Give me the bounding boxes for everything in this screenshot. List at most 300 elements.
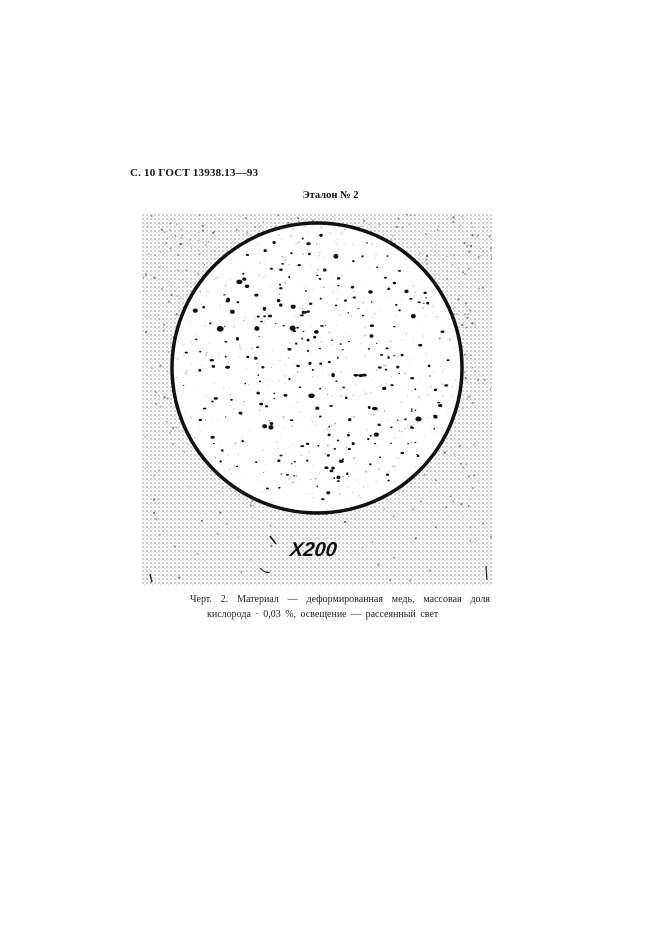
grain-dot (296, 475, 297, 476)
grain-speck (157, 314, 158, 315)
grain-dot (389, 404, 390, 405)
grain-speck (165, 242, 167, 244)
grain-dot (401, 401, 402, 402)
grain-speck (181, 229, 183, 231)
grain-dot (337, 239, 338, 240)
grain-dot (423, 335, 424, 336)
grain-dot (383, 365, 384, 366)
grain-dot (433, 372, 434, 373)
grain-speck (157, 499, 158, 500)
grain-dot (411, 442, 413, 444)
inclusion-dot (312, 369, 314, 371)
grain-dot (241, 474, 242, 475)
grain-dot (420, 463, 421, 464)
magnification-label: Х200 (288, 539, 338, 561)
grain-dot (252, 285, 253, 286)
grain-speck (379, 224, 381, 226)
inclusion-dot (296, 327, 299, 329)
grain-dot (283, 257, 284, 258)
inclusion-dot (301, 338, 303, 340)
inclusion-dot (333, 254, 338, 259)
grain-dot (260, 365, 261, 366)
inclusion-dot (259, 380, 261, 382)
inclusion-dot (353, 296, 356, 298)
grain-dot (234, 326, 235, 327)
grain-dot (375, 313, 376, 314)
grain-dot (406, 451, 407, 452)
inclusion-dot (291, 463, 293, 464)
grain-dot (416, 403, 417, 404)
grain-dot (447, 413, 448, 414)
grain-speck (376, 227, 377, 228)
grain-speck (472, 367, 473, 368)
grain-speck (184, 451, 186, 453)
grain-speck (169, 281, 170, 282)
grain-speck (389, 580, 391, 582)
grain-dot (197, 341, 198, 342)
grain-dot (248, 384, 249, 385)
grain-dot (419, 320, 420, 321)
inclusion-dot (328, 426, 330, 428)
grain-dot (361, 343, 362, 344)
grain-speck (145, 275, 146, 276)
grain-speck (446, 278, 448, 280)
grain-speck (241, 571, 243, 573)
inclusion-dot (337, 357, 338, 358)
grain-dot (309, 494, 310, 495)
grain-speck (468, 505, 470, 507)
inclusion-dot (369, 463, 372, 465)
grain-dot (263, 399, 264, 400)
grain-dot (292, 482, 294, 484)
inclusion-dot (333, 477, 335, 479)
grain-dot (318, 255, 319, 256)
grain-speck (149, 536, 150, 537)
grain-dot (229, 279, 230, 280)
grain-dot (223, 388, 224, 389)
grain-dot (237, 259, 238, 260)
grain-speck (465, 302, 467, 304)
inclusion-dot (237, 301, 240, 303)
grain-speck (167, 397, 169, 399)
grain-dot (283, 416, 285, 418)
grain-speck (461, 216, 462, 217)
grain-speck (406, 214, 407, 215)
inclusion-dot (328, 434, 331, 437)
grain-speck (188, 444, 189, 445)
grain-dot (225, 354, 226, 355)
grain-speck (466, 464, 468, 466)
grain-dot (395, 469, 396, 470)
grain-dot (295, 465, 296, 466)
grain-speck (251, 500, 253, 502)
grain-dot (359, 396, 360, 397)
grain-dot (337, 290, 338, 291)
inclusion-dot (317, 486, 319, 488)
grain-dot (233, 320, 234, 321)
grain-dot (375, 254, 376, 255)
grain-dot (270, 286, 271, 287)
grain-dot (430, 430, 431, 431)
grain-dot (455, 379, 456, 380)
inclusion-dot (209, 322, 211, 324)
grain-dot (355, 303, 356, 304)
inclusion-dot (315, 407, 319, 410)
inclusion-dot (257, 374, 259, 376)
grain-dot (281, 272, 282, 273)
grain-speck (479, 424, 480, 425)
grain-dot (209, 291, 211, 293)
grain-speck (147, 321, 148, 322)
grain-dot (451, 407, 452, 408)
grain-dot (404, 372, 406, 374)
inclusion-dot (245, 285, 250, 288)
grain-dot (316, 244, 317, 245)
grain-speck (464, 354, 466, 356)
grain-dot (433, 312, 434, 313)
inclusion-dot (224, 341, 227, 343)
grain-speck (415, 538, 417, 540)
grain-speck (221, 221, 222, 222)
grain-dot (422, 307, 424, 309)
grain-speck (204, 264, 205, 265)
grain-speck (160, 265, 161, 266)
grain-dot (391, 387, 392, 388)
grain-speck (146, 292, 147, 293)
inclusion-dot (370, 324, 374, 327)
grain-speck (425, 259, 427, 261)
inclusion-dot (342, 460, 344, 462)
grain-dot (348, 476, 350, 478)
grain-speck (217, 533, 219, 535)
grain-speck (362, 547, 363, 548)
grain-dot (427, 418, 428, 419)
grain-dot (183, 356, 184, 357)
grain-dot (431, 386, 432, 387)
grain-dot (285, 364, 286, 365)
inclusion-dot (257, 316, 260, 318)
grain-dot (290, 235, 291, 236)
inclusion-dot (199, 419, 202, 421)
grain-speck (480, 220, 481, 221)
grain-dot (264, 258, 265, 259)
grain-dot (245, 441, 246, 442)
grain-speck (372, 541, 373, 542)
grain-dot (289, 300, 290, 301)
grain-dot (236, 400, 237, 401)
inclusion-dot (287, 348, 291, 351)
grain-dot (344, 306, 345, 307)
grain-speck (185, 281, 186, 282)
grain-dot (407, 426, 408, 427)
grain-speck (201, 520, 203, 522)
grain-speck (473, 444, 474, 445)
grain-speck (159, 534, 161, 536)
grain-dot (441, 355, 442, 356)
grain-dot (385, 286, 386, 287)
grain-speck (178, 468, 179, 469)
grain-dot (372, 317, 373, 318)
grain-dot (338, 316, 339, 317)
inclusion-dot (303, 331, 305, 332)
grain-speck (472, 542, 473, 543)
inclusion-dot (277, 459, 280, 462)
grain-dot (345, 395, 346, 396)
inclusion-dot (193, 309, 198, 313)
grain-speck (463, 467, 465, 469)
grain-speck (393, 516, 395, 518)
grain-speck (435, 480, 437, 482)
grain-dot (340, 371, 341, 372)
inclusion-dot (417, 455, 420, 457)
inclusion-dot (299, 386, 301, 388)
grain-dot (185, 373, 187, 375)
inclusion-dot (327, 454, 330, 457)
inclusion-dot (314, 330, 319, 334)
inclusion-dot (293, 475, 295, 476)
grain-dot (269, 500, 270, 501)
inclusion-dot (268, 315, 272, 318)
grain-dot (399, 430, 400, 431)
grain-speck (490, 248, 492, 250)
grain-dot (199, 291, 201, 293)
inclusion-dot (433, 428, 435, 430)
grain-speck (169, 229, 170, 230)
grain-dot (305, 361, 306, 362)
inclusion-dot (246, 356, 249, 358)
grain-dot (265, 471, 266, 472)
inclusion-dot (254, 357, 258, 360)
inclusion-dot (288, 276, 290, 278)
grain-speck (249, 560, 250, 561)
grain-dot (330, 287, 331, 288)
inclusion-dot (418, 301, 421, 303)
grain-dot (433, 301, 434, 302)
grain-speck (196, 553, 197, 554)
grain-speck (145, 331, 147, 333)
grain-dot (394, 457, 395, 458)
grain-dot (319, 252, 320, 253)
inclusion-dot (345, 397, 348, 399)
inclusion-dot (404, 418, 407, 420)
grain-speck (177, 296, 178, 297)
inclusion-dot (225, 417, 226, 418)
grain-speck (211, 215, 212, 216)
inclusion-dot (242, 273, 244, 275)
grain-speck (433, 255, 434, 256)
grain-dot (366, 310, 367, 311)
grain-dot (454, 347, 455, 348)
grain-dot (435, 433, 436, 434)
grain-speck (198, 250, 199, 251)
inclusion-dot (433, 416, 437, 419)
grain-dot (352, 369, 353, 370)
grain-dot (334, 424, 335, 425)
grain-speck (388, 508, 389, 509)
grain-dot (312, 421, 313, 422)
grain-speck (251, 215, 252, 216)
grain-speck (409, 580, 411, 582)
grain-dot (349, 497, 350, 498)
inclusion-dot (331, 373, 335, 377)
grain-speck (163, 330, 165, 332)
grain-dot (352, 491, 353, 492)
grain-dot (261, 346, 262, 347)
grain-speck (450, 554, 451, 555)
grain-dot (297, 401, 298, 402)
grain-dot (337, 383, 338, 384)
grain-dot (449, 328, 450, 329)
grain-speck (464, 379, 465, 380)
grain-dot (237, 454, 238, 455)
inclusion-dot (337, 285, 339, 286)
grain-dot (190, 416, 191, 417)
grain-speck (182, 271, 183, 272)
grain-dot (387, 355, 388, 356)
inclusion-dot (211, 365, 215, 368)
grain-dot (327, 394, 329, 396)
grain-speck (475, 371, 476, 372)
grain-speck (448, 516, 449, 517)
grain-speck (477, 380, 479, 382)
grain-dot (202, 347, 203, 348)
grain-dot (279, 293, 280, 294)
inclusion-dot (306, 443, 310, 445)
grain-dot (271, 380, 272, 381)
grain-dot (266, 495, 267, 496)
grain-dot (436, 404, 437, 405)
inclusion-dot (346, 472, 349, 475)
grain-dot (327, 346, 328, 347)
grain-dot (218, 419, 219, 420)
grain-dot (329, 232, 330, 233)
inclusion-dot (342, 386, 345, 388)
grain-dot (302, 308, 304, 310)
inclusion-dot (361, 255, 363, 257)
inclusion-dot (211, 401, 213, 403)
grain-dot (325, 453, 327, 455)
grain-dot (263, 246, 264, 247)
grain-speck (164, 396, 166, 398)
grain-speck (170, 248, 172, 250)
grain-speck (322, 217, 323, 218)
grain-dot (289, 342, 290, 343)
grain-speck (145, 468, 146, 469)
grain-dot (306, 258, 307, 259)
grain-dot (297, 371, 299, 373)
inclusion-dot (262, 424, 267, 428)
grain-speck (178, 312, 179, 313)
grain-dot (175, 358, 176, 359)
grain-speck (410, 215, 411, 216)
grain-dot (442, 395, 443, 396)
inclusion-dot (351, 286, 355, 289)
grain-speck (478, 288, 480, 290)
inclusion-dot (418, 344, 422, 347)
inclusion-dot (374, 443, 376, 444)
inclusion-dot (366, 242, 368, 243)
inclusion-dot (426, 302, 429, 305)
inclusion-dot (278, 487, 280, 489)
grain-dot (401, 431, 403, 433)
grain-speck (156, 403, 157, 404)
grain-dot (357, 316, 358, 317)
grain-speck (452, 217, 454, 219)
grain-dot (259, 262, 261, 264)
inclusion-dot (298, 264, 301, 266)
grain-speck (452, 231, 453, 232)
grain-dot (218, 353, 219, 354)
grain-speck (169, 432, 171, 434)
grain-speck (445, 506, 447, 508)
grain-dot (342, 274, 343, 275)
grain-dot (302, 484, 303, 485)
grain-dot (347, 422, 348, 423)
inclusion-dot (280, 455, 283, 457)
inclusion-dot (423, 303, 425, 304)
grain-speck (418, 236, 419, 237)
grain-dot (346, 446, 348, 448)
grain-dot (332, 508, 333, 509)
grain-dot (322, 372, 323, 373)
grain-dot (414, 292, 415, 293)
grain-dot (293, 228, 294, 229)
grain-dot (180, 369, 181, 370)
grain-dot (269, 420, 271, 422)
grain-speck (181, 235, 183, 237)
grain-speck (214, 250, 216, 252)
inclusion-dot (319, 362, 322, 365)
inclusion-dot (376, 343, 377, 344)
grain-dot (328, 374, 329, 375)
grain-speck (396, 226, 398, 228)
grain-dot (205, 325, 206, 326)
grain-speck (196, 467, 197, 468)
grain-speck (464, 371, 466, 373)
grain-dot (387, 380, 388, 381)
inclusion-dot (410, 377, 414, 379)
grain-dot (350, 335, 351, 336)
grain-dot (319, 243, 320, 244)
grain-dot (223, 457, 224, 458)
grain-speck (176, 223, 178, 225)
grain-dot (364, 390, 365, 391)
inclusion-dot (319, 234, 323, 237)
grain-dot (225, 285, 226, 286)
grain-dot (359, 382, 360, 383)
inclusion-dot (370, 435, 372, 437)
grain-speck (254, 226, 256, 228)
grain-speck (167, 371, 168, 372)
grain-dot (396, 457, 397, 458)
grain-dot (257, 363, 258, 364)
grain-speck (487, 255, 488, 256)
grain-speck (176, 427, 177, 428)
inclusion-dot (279, 269, 283, 271)
grain-dot (309, 451, 310, 452)
grain-speck (271, 545, 273, 547)
inclusion-dot (387, 356, 390, 358)
grain-speck (202, 230, 204, 232)
grain-dot (267, 384, 268, 385)
grain-dot (372, 243, 373, 244)
grain-speck (159, 469, 161, 471)
grain-dot (343, 337, 344, 338)
grain-speck (461, 503, 463, 505)
grain-dot (311, 326, 312, 327)
grain-dot (323, 361, 324, 362)
grain-speck (352, 557, 353, 558)
